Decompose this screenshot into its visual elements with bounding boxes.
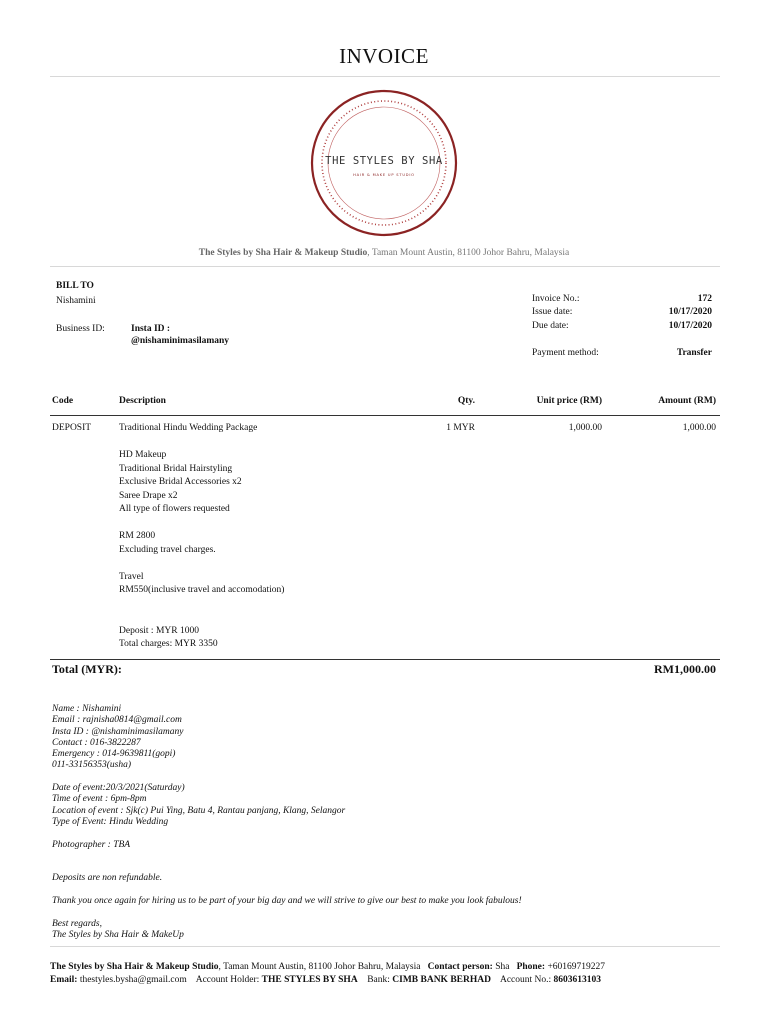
detail-line: Exclusive Bridal Accessories x2 — [119, 477, 242, 487]
detail-line: Total charges: MYR 3350 — [119, 639, 218, 649]
due-date-value: 10/17/2020 — [668, 321, 712, 331]
divider — [50, 266, 720, 267]
note-gap — [52, 907, 522, 918]
row-code: DEPOSIT — [52, 423, 92, 433]
note-line: Date of event:20/3/2021(Saturday) — [52, 783, 185, 794]
footer-account-label: Account No.: — [499, 975, 552, 985]
note-line: Thank you once again for hiring us to be part of your big day and we will strive to give our best to make you look fabulous! — [52, 896, 522, 907]
note-line: Type of Event: Hindu Wedding — [52, 816, 169, 827]
detail-line: RM550(inclusive travel and accomodation) — [119, 585, 285, 595]
note-gap — [52, 885, 522, 896]
row-amount: 1,000.00 — [682, 423, 716, 433]
page-title: INVOICE — [339, 44, 429, 68]
logo-tagline: HAIR & MAKE UP STUDIO — [353, 173, 415, 177]
note-gap — [52, 851, 522, 862]
footer-holder-label: Account Holder: — [195, 975, 260, 985]
note-line: Insta ID : @nishaminimasilamany — [52, 726, 184, 737]
detail-line: Saree Drape x2 — [119, 490, 178, 501]
note-gap — [52, 828, 522, 839]
detail-line: Excluding travel charges. — [119, 544, 216, 555]
col-header-unit-price: Unit price (RM) — [536, 396, 602, 406]
detail-gap — [119, 598, 284, 612]
note-line: Emergency : 014-9639811(gopi) — [52, 749, 176, 760]
note-line: Photographer : TBA — [52, 839, 131, 850]
footer-email-value: thestyles.bysha@gmail.com — [79, 975, 187, 985]
detail-line: Traditional Bridal Hairstyling — [119, 463, 233, 474]
business-id-label: Business ID: — [56, 324, 105, 334]
note-gap — [52, 772, 522, 783]
footer-address: , Taman Mount Austin, 81100 Johor Bahru, Malaysia — [218, 962, 421, 972]
note-line: Time of event : 6pm-8pm — [52, 794, 147, 805]
footer-bank-label: Bank: — [367, 975, 390, 985]
footer-phone-label: Phone: — [516, 962, 546, 972]
detail-line: HD Makeup — [119, 450, 167, 460]
footer-contact-value: Sha — [495, 962, 510, 972]
note-line: 011-33156353(usha) — [52, 760, 131, 771]
notes-block — [52, 704, 522, 941]
due-date-label: Due date: — [532, 321, 569, 331]
studio-name: The Styles by Sha Hair & Makeup Studio — [198, 248, 368, 258]
studio-address: , Taman Mount Austin, 81100 Johor Bahru, Malaysia — [367, 248, 570, 258]
detail-line: Deposit : MYR 1000 — [119, 625, 199, 636]
detail-gap — [119, 611, 284, 625]
note-line: Name : Nishamini — [52, 704, 122, 714]
footer-contact-label: Contact person: — [427, 962, 493, 972]
studio-logo — [309, 88, 459, 238]
detail-line: RM 2800 — [119, 531, 156, 541]
payment-method-label: Payment method: — [532, 348, 599, 358]
client-name: Nishamini — [56, 296, 96, 306]
bill-to-heading: BILL TO — [56, 281, 94, 291]
issue-date-label: Issue date: — [532, 307, 573, 317]
note-line: Location of event : Sjk(c) Pui Ying, Batu 4, Rantau panjang, Klang, Selangor — [52, 805, 346, 816]
total-value: RM1,000.00 — [654, 662, 716, 676]
studio-address-line — [0, 248, 768, 258]
col-header-code: Code — [52, 396, 74, 406]
invoice-no-value: 172 — [697, 294, 712, 304]
footer-bank-value: CIMB BANK BERHAD — [392, 975, 491, 985]
divider — [50, 76, 720, 77]
invoice-no-label: Invoice No.: — [532, 294, 580, 304]
divider — [50, 946, 720, 947]
row-qty: 1 MYR — [446, 423, 475, 433]
footer-line-2 — [50, 975, 730, 985]
note-line: Deposits are non refundable. — [52, 873, 163, 884]
footer-holder-value: THE STYLES BY SHA — [261, 975, 358, 985]
insta-id-value: @nishaminimasilamany — [131, 336, 230, 346]
detail-line: All type of flowers requested — [119, 504, 230, 514]
row-unit-price: 1,000.00 — [568, 423, 602, 433]
col-header-amount: Amount (RM) — [658, 396, 716, 406]
detail-line: Travel — [119, 571, 144, 582]
footer-studio-name: The Styles by Sha Hair & Makeup Studio — [50, 962, 219, 972]
row-details — [119, 449, 284, 652]
note-line: Best regards, — [52, 918, 102, 929]
footer-line-1 — [50, 962, 730, 972]
detail-gap — [119, 557, 284, 571]
issue-date-value: 10/17/2020 — [668, 307, 712, 317]
note-line: The Styles by Sha Hair & MakeUp — [52, 929, 184, 940]
note-line: Email : rajnisha0814@gmail.com — [52, 715, 182, 726]
logo-name: THE STYLES BY SHA — [325, 155, 443, 167]
footer-account-value: 8603613103 — [553, 975, 602, 985]
footer-email-label: Email: — [50, 975, 78, 985]
row-description: Traditional Hindu Wedding Package — [119, 423, 258, 433]
detail-gap — [119, 517, 284, 531]
footer-phone-value: +60169719227 — [547, 962, 606, 972]
note-line: Contact : 016-3822287 — [52, 737, 141, 748]
total-rule — [50, 659, 720, 660]
note-gap — [52, 862, 522, 873]
payment-method-value: Transfer — [676, 348, 712, 358]
table-header-rule — [50, 415, 720, 416]
col-header-description: Description — [119, 396, 166, 406]
insta-id-label: Insta ID : — [131, 324, 171, 334]
col-header-qty: Qty. — [457, 396, 475, 406]
total-label: Total (MYR): — [52, 662, 122, 676]
